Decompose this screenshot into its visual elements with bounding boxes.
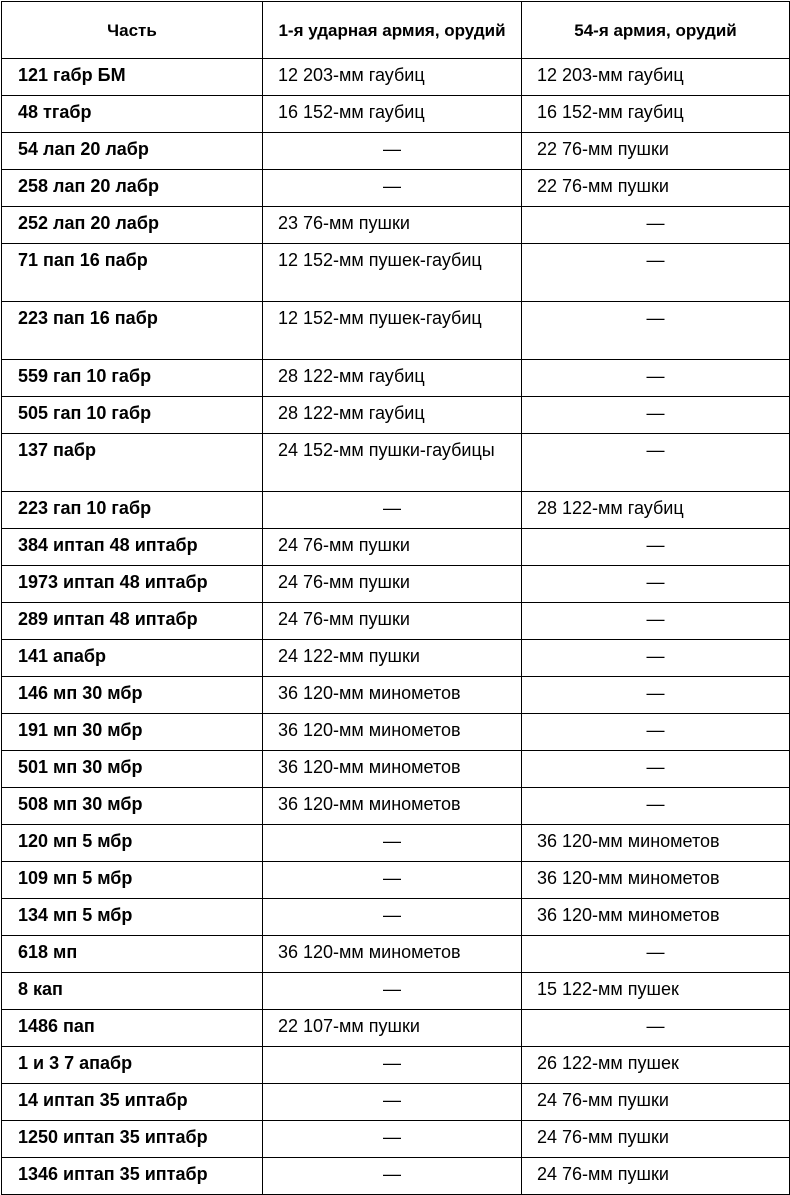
table-row: [2, 677, 790, 714]
table-row: [2, 714, 790, 751]
54-army-cell: —: [522, 677, 790, 714]
first-shock-army-cell: 24 76-мм пушки: [263, 566, 522, 603]
first-shock-army-cell: 22 107-мм пушки: [263, 1010, 522, 1047]
first-shock-army-cell: 36 120-мм минометов: [263, 788, 522, 825]
first-shock-army-cell: —: [263, 492, 522, 529]
artillery-table: [1, 1, 790, 1195]
unit-cell: 618 мп: [2, 936, 263, 973]
unit-cell: 141 апабр: [2, 640, 263, 677]
first-shock-army-cell: —: [263, 1158, 522, 1195]
table-row: [2, 434, 790, 492]
unit-cell: 258 лап 20 лабр: [2, 170, 263, 207]
unit-cell: 134 мп 5 мбр: [2, 899, 263, 936]
table-row: [2, 1010, 790, 1047]
table-row: [2, 170, 790, 207]
54-army-cell: —: [522, 434, 790, 492]
table-row: [2, 302, 790, 360]
table-row: [2, 360, 790, 397]
54-army-cell: —: [522, 244, 790, 302]
unit-cell: 120 мп 5 мбр: [2, 825, 263, 862]
unit-cell: 137 пабр: [2, 434, 263, 492]
first-shock-army-cell: —: [263, 973, 522, 1010]
table-row: [2, 640, 790, 677]
first-shock-army-cell: —: [263, 1084, 522, 1121]
table-row: [2, 973, 790, 1010]
table-row: [2, 96, 790, 133]
54-army-cell: —: [522, 397, 790, 434]
table-header-row: [2, 2, 790, 59]
unit-cell: 121 габр БМ: [2, 59, 263, 96]
unit-cell: 48 тгабр: [2, 96, 263, 133]
table-row: [2, 788, 790, 825]
table-row: [2, 1158, 790, 1195]
first-shock-army-cell: 28 122-мм гаубиц: [263, 360, 522, 397]
unit-cell: 71 пап 16 пабр: [2, 244, 263, 302]
54-army-cell: —: [522, 360, 790, 397]
unit-cell: 1 и 3 7 апабр: [2, 1047, 263, 1084]
unit-cell: 289 иптап 48 иптабр: [2, 603, 263, 640]
header-first-shock-army: 1-я ударная армия, орудий: [263, 2, 522, 59]
table-row: [2, 397, 790, 434]
table-row: [2, 1047, 790, 1084]
unit-cell: 1346 иптап 35 иптабр: [2, 1158, 263, 1195]
unit-cell: 146 мп 30 мбр: [2, 677, 263, 714]
54-army-cell: —: [522, 751, 790, 788]
54-army-cell: —: [522, 640, 790, 677]
54-army-cell: —: [522, 566, 790, 603]
table-row: [2, 207, 790, 244]
54-army-cell: —: [522, 302, 790, 360]
table-row: [2, 59, 790, 96]
54-army-cell: —: [522, 788, 790, 825]
header-54-army: 54-я армия, орудий: [522, 2, 790, 59]
unit-cell: 223 пап 16 пабр: [2, 302, 263, 360]
54-army-cell: 16 152-мм гаубиц: [522, 96, 790, 133]
first-shock-army-cell: —: [263, 899, 522, 936]
unit-cell: 252 лап 20 лабр: [2, 207, 263, 244]
first-shock-army-cell: 12 152-мм пушек-гаубиц: [263, 302, 522, 360]
unit-cell: 14 иптап 35 иптабр: [2, 1084, 263, 1121]
54-army-cell: 36 120-мм минометов: [522, 862, 790, 899]
table-row: [2, 1121, 790, 1158]
first-shock-army-cell: 16 152-мм гаубиц: [263, 96, 522, 133]
54-army-cell: —: [522, 714, 790, 751]
table-row: [2, 603, 790, 640]
table-row: [2, 862, 790, 899]
table-row: [2, 244, 790, 302]
54-army-cell: —: [522, 603, 790, 640]
first-shock-army-cell: —: [263, 133, 522, 170]
first-shock-army-cell: —: [263, 170, 522, 207]
first-shock-army-cell: 36 120-мм минометов: [263, 936, 522, 973]
table-row: [2, 899, 790, 936]
first-shock-army-cell: 24 76-мм пушки: [263, 603, 522, 640]
table-row: [2, 936, 790, 973]
table-row: [2, 825, 790, 862]
first-shock-army-cell: 24 122-мм пушки: [263, 640, 522, 677]
54-army-cell: —: [522, 1010, 790, 1047]
54-army-cell: 22 76-мм пушки: [522, 133, 790, 170]
unit-cell: 191 мп 30 мбр: [2, 714, 263, 751]
unit-cell: 501 мп 30 мбр: [2, 751, 263, 788]
first-shock-army-cell: 28 122-мм гаубиц: [263, 397, 522, 434]
table-row: [2, 492, 790, 529]
54-army-cell: 24 76-мм пушки: [522, 1084, 790, 1121]
unit-cell: 223 гап 10 габр: [2, 492, 263, 529]
unit-cell: 505 гап 10 габр: [2, 397, 263, 434]
first-shock-army-cell: 23 76-мм пушки: [263, 207, 522, 244]
table-row: [2, 751, 790, 788]
54-army-cell: 24 76-мм пушки: [522, 1121, 790, 1158]
header-unit: Часть: [2, 2, 263, 59]
54-army-cell: —: [522, 936, 790, 973]
first-shock-army-cell: 12 203-мм гаубиц: [263, 59, 522, 96]
first-shock-army-cell: —: [263, 862, 522, 899]
first-shock-army-cell: —: [263, 1121, 522, 1158]
unit-cell: 1973 иптап 48 иптабр: [2, 566, 263, 603]
first-shock-army-cell: —: [263, 1047, 522, 1084]
unit-cell: 109 мп 5 мбр: [2, 862, 263, 899]
table-row: [2, 133, 790, 170]
54-army-cell: 36 120-мм минометов: [522, 825, 790, 862]
table-row: [2, 566, 790, 603]
54-army-cell: —: [522, 207, 790, 244]
first-shock-army-cell: —: [263, 825, 522, 862]
54-army-cell: 15 122-мм пушек: [522, 973, 790, 1010]
unit-cell: 508 мп 30 мбр: [2, 788, 263, 825]
first-shock-army-cell: 24 152-мм пушки-гаубицы: [263, 434, 522, 492]
54-army-cell: 26 122-мм пушек: [522, 1047, 790, 1084]
first-shock-army-cell: 36 120-мм минометов: [263, 751, 522, 788]
table-row: [2, 529, 790, 566]
unit-cell: 384 иптап 48 иптабр: [2, 529, 263, 566]
54-army-cell: 28 122-мм гаубиц: [522, 492, 790, 529]
table-row: [2, 1084, 790, 1121]
unit-cell: 1486 пап: [2, 1010, 263, 1047]
first-shock-army-cell: 36 120-мм минометов: [263, 677, 522, 714]
unit-cell: 8 кап: [2, 973, 263, 1010]
54-army-cell: 12 203-мм гаубиц: [522, 59, 790, 96]
unit-cell: 54 лап 20 лабр: [2, 133, 263, 170]
54-army-cell: 36 120-мм минометов: [522, 899, 790, 936]
unit-cell: 559 гап 10 габр: [2, 360, 263, 397]
first-shock-army-cell: 12 152-мм пушек-гаубиц: [263, 244, 522, 302]
54-army-cell: 24 76-мм пушки: [522, 1158, 790, 1195]
first-shock-army-cell: 24 76-мм пушки: [263, 529, 522, 566]
54-army-cell: —: [522, 529, 790, 566]
54-army-cell: 22 76-мм пушки: [522, 170, 790, 207]
unit-cell: 1250 иптап 35 иптабр: [2, 1121, 263, 1158]
first-shock-army-cell: 36 120-мм минометов: [263, 714, 522, 751]
